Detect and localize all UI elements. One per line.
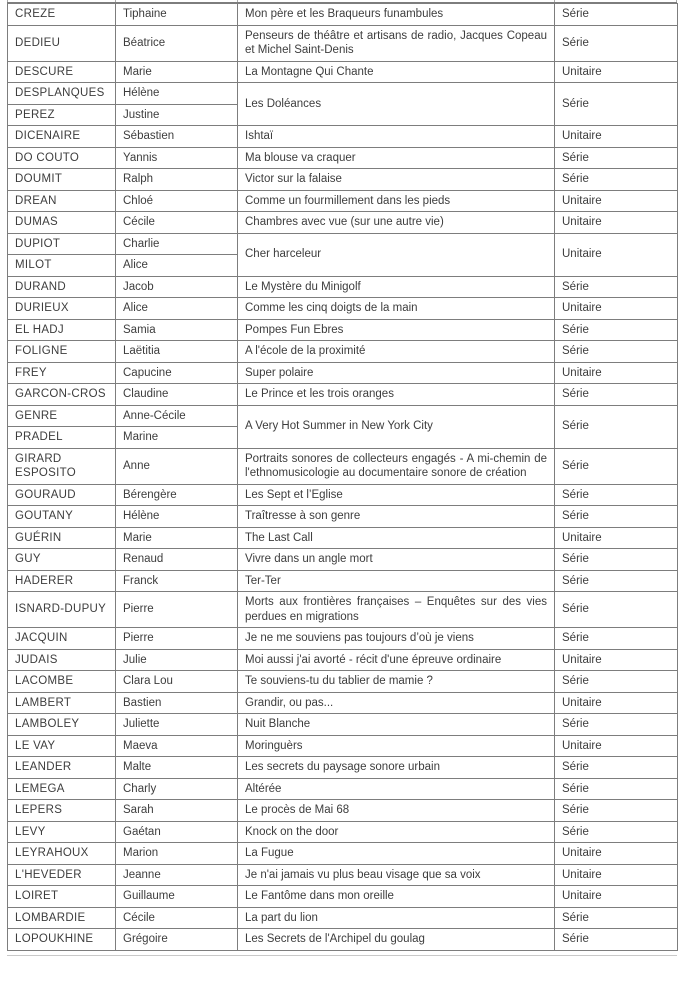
- type-cell: Série: [555, 319, 678, 341]
- last-name-cell: LOPOUKHINE: [8, 929, 116, 951]
- first-name-cell: Ralph: [116, 169, 238, 191]
- table-row: [8, 298, 678, 320]
- last-name-cell: HADERER: [8, 570, 116, 592]
- first-name-cell: Tiphaine: [116, 4, 238, 26]
- type-cell: Unitaire: [555, 61, 678, 83]
- title-cell: Grandir, ou pas...: [238, 692, 555, 714]
- last-name-cell: DESCURE: [8, 61, 116, 83]
- first-name-cell: Guillaume: [116, 886, 238, 908]
- last-name-cell: DO COUTO: [8, 147, 116, 169]
- table-row: [8, 821, 678, 843]
- first-name-cell: Bérengère: [116, 484, 238, 506]
- type-cell: Série: [555, 276, 678, 298]
- title-cell: Comme les cinq doigts de la main: [238, 298, 555, 320]
- first-name-cell: Sébastien: [116, 126, 238, 148]
- first-name-cell: Charly: [116, 778, 238, 800]
- type-cell: Unitaire: [555, 126, 678, 148]
- table-row: [8, 778, 678, 800]
- first-name-cell: Juliette: [116, 714, 238, 736]
- last-name-cell: GUÉRIN: [8, 527, 116, 549]
- last-name-cell: GOUTANY: [8, 506, 116, 528]
- first-name-cell: Renaud: [116, 549, 238, 571]
- last-name-cell: MILOT: [8, 255, 116, 277]
- last-name-cell: GOURAUD: [8, 484, 116, 506]
- table-row: [8, 190, 678, 212]
- table-row: [8, 319, 678, 341]
- type-cell: Série: [555, 448, 678, 484]
- type-cell: Série: [555, 169, 678, 191]
- title-cell: Les Doléances: [238, 83, 555, 126]
- first-name-cell: Hélène: [116, 83, 238, 105]
- table-row: [8, 384, 678, 406]
- last-name-cell: ISNARD-DUPUY: [8, 592, 116, 628]
- table-row: [8, 405, 678, 427]
- title-cell: Moi aussi j'ai avorté - récit d'une épreuve ordinaire: [238, 649, 555, 671]
- type-cell: Unitaire: [555, 843, 678, 865]
- last-name-cell: LOMBARDIE: [8, 907, 116, 929]
- first-name-cell: Marine: [116, 427, 238, 449]
- table-row: [8, 527, 678, 549]
- type-cell: Série: [555, 484, 678, 506]
- title-cell: Penseurs de théâtre et artisans de radio, Jacques Copeau et Michel Saint-Denis: [238, 25, 555, 61]
- last-name-cell: LAMBOLEY: [8, 714, 116, 736]
- table-partial-row-bottom: [7, 955, 677, 956]
- table-row: [8, 362, 678, 384]
- title-cell: Comme un fourmillement dans les pieds: [238, 190, 555, 212]
- last-name-cell: LEYRAHOUX: [8, 843, 116, 865]
- table-row: [8, 61, 678, 83]
- title-cell: Les secrets du paysage sonore urbain: [238, 757, 555, 779]
- first-name-cell: Charlie: [116, 233, 238, 255]
- type-cell: Série: [555, 714, 678, 736]
- title-cell: Les Secrets de l'Archipel du goulag: [238, 929, 555, 951]
- table-row: [8, 276, 678, 298]
- last-name-cell: GENRE: [8, 405, 116, 427]
- table-row: [8, 448, 678, 484]
- title-cell: Ter-Ter: [238, 570, 555, 592]
- first-name-cell: Anne: [116, 448, 238, 484]
- title-cell: Moringuèrs: [238, 735, 555, 757]
- title-cell: Cher harceleur: [238, 233, 555, 276]
- programs-table-body: [8, 4, 678, 951]
- table-row: [8, 83, 678, 105]
- table-row: [8, 886, 678, 908]
- type-cell: Série: [555, 821, 678, 843]
- first-name-cell: Marion: [116, 843, 238, 865]
- last-name-cell: FREY: [8, 362, 116, 384]
- table-row: [8, 671, 678, 693]
- type-cell: Unitaire: [555, 527, 678, 549]
- title-cell: Ma blouse va craquer: [238, 147, 555, 169]
- first-name-cell: Franck: [116, 570, 238, 592]
- table-row: [8, 628, 678, 650]
- first-name-cell: Sarah: [116, 800, 238, 822]
- title-cell: Pompes Fun Ebres: [238, 319, 555, 341]
- partial-cell-last-name: [7, 0, 115, 2]
- last-name-cell: GUY: [8, 549, 116, 571]
- table-row: [8, 907, 678, 929]
- type-cell: Unitaire: [555, 212, 678, 234]
- title-cell: A l'école de la proximité: [238, 341, 555, 363]
- title-cell: Super polaire: [238, 362, 555, 384]
- last-name-cell: L'HEVEDER: [8, 864, 116, 886]
- title-cell: Chambres avec vue (sur une autre vie): [238, 212, 555, 234]
- first-name-cell: Marie: [116, 527, 238, 549]
- type-cell: Série: [555, 341, 678, 363]
- title-cell: La Fugue: [238, 843, 555, 865]
- table-row: [8, 592, 678, 628]
- last-name-cell: LE VAY: [8, 735, 116, 757]
- table-row: [8, 341, 678, 363]
- partial-cell-title: [237, 0, 554, 2]
- title-cell: Mon père et les Braqueurs funambules: [238, 4, 555, 26]
- first-name-cell: Marie: [116, 61, 238, 83]
- last-name-cell: LAMBERT: [8, 692, 116, 714]
- title-cell: Le procès de Mai 68: [238, 800, 555, 822]
- first-name-cell: Alice: [116, 298, 238, 320]
- table-row: [8, 233, 678, 255]
- type-cell: Série: [555, 778, 678, 800]
- first-name-cell: Jeanne: [116, 864, 238, 886]
- type-cell: Série: [555, 4, 678, 26]
- type-cell: Série: [555, 25, 678, 61]
- type-cell: Unitaire: [555, 649, 678, 671]
- first-name-cell: Pierre: [116, 628, 238, 650]
- first-name-cell: Laëtitia: [116, 341, 238, 363]
- last-name-cell: EL HADJ: [8, 319, 116, 341]
- first-name-cell: Hélène: [116, 506, 238, 528]
- last-name-cell: DURAND: [8, 276, 116, 298]
- type-cell: Unitaire: [555, 864, 678, 886]
- table-row: [8, 4, 678, 26]
- table-row: [8, 126, 678, 148]
- type-cell: Série: [555, 671, 678, 693]
- first-name-cell: Justine: [116, 104, 238, 126]
- last-name-cell: GIRARD ESPOSITO: [8, 448, 116, 484]
- table-row: [8, 147, 678, 169]
- first-name-cell: Malte: [116, 757, 238, 779]
- table-row: [8, 800, 678, 822]
- type-cell: Série: [555, 929, 678, 951]
- last-name-cell: LEVY: [8, 821, 116, 843]
- table-row: [8, 570, 678, 592]
- last-name-cell: DUMAS: [8, 212, 116, 234]
- first-name-cell: Pierre: [116, 592, 238, 628]
- title-cell: Traîtresse à son genre: [238, 506, 555, 528]
- first-name-cell: Jacob: [116, 276, 238, 298]
- first-name-cell: Grégoire: [116, 929, 238, 951]
- table-row: [8, 757, 678, 779]
- first-name-cell: Gaétan: [116, 821, 238, 843]
- first-name-cell: Béatrice: [116, 25, 238, 61]
- title-cell: Le Mystère du Minigolf: [238, 276, 555, 298]
- type-cell: Série: [555, 384, 678, 406]
- table-row: [8, 929, 678, 951]
- title-cell: La Montagne Qui Chante: [238, 61, 555, 83]
- table-row: [8, 692, 678, 714]
- type-cell: Série: [555, 570, 678, 592]
- type-cell: Série: [555, 506, 678, 528]
- first-name-cell: Samia: [116, 319, 238, 341]
- first-name-cell: Cécile: [116, 212, 238, 234]
- type-cell: Série: [555, 405, 678, 448]
- table-row: [8, 25, 678, 61]
- type-cell: Série: [555, 907, 678, 929]
- type-cell: Unitaire: [555, 298, 678, 320]
- title-cell: Les Sept et l’Eglise: [238, 484, 555, 506]
- first-name-cell: Maeva: [116, 735, 238, 757]
- title-cell: Le Fantôme dans mon oreille: [238, 886, 555, 908]
- type-cell: Unitaire: [555, 190, 678, 212]
- table-row: [8, 506, 678, 528]
- type-cell: Unitaire: [555, 735, 678, 757]
- title-cell: Portraits sonores de collecteurs engagés - A mi-chemin de l'ethnomusicologie au documentaire sonore de création: [238, 448, 555, 484]
- last-name-cell: DUPIOT: [8, 233, 116, 255]
- title-cell: A Very Hot Summer in New York City: [238, 405, 555, 448]
- first-name-cell: Julie: [116, 649, 238, 671]
- table-row: [8, 843, 678, 865]
- partial-cell-type: [554, 0, 677, 2]
- table-row: [8, 484, 678, 506]
- title-cell: The Last Call: [238, 527, 555, 549]
- type-cell: Unitaire: [555, 692, 678, 714]
- table-row: [8, 735, 678, 757]
- title-cell: La part du lion: [238, 907, 555, 929]
- title-cell: Altérée: [238, 778, 555, 800]
- type-cell: Série: [555, 757, 678, 779]
- last-name-cell: LEMEGA: [8, 778, 116, 800]
- type-cell: Unitaire: [555, 233, 678, 276]
- last-name-cell: LEANDER: [8, 757, 116, 779]
- type-cell: Série: [555, 83, 678, 126]
- first-name-cell: Clara Lou: [116, 671, 238, 693]
- type-cell: Série: [555, 549, 678, 571]
- type-cell: Série: [555, 592, 678, 628]
- table-row: [8, 549, 678, 571]
- first-name-cell: Anne-Cécile: [116, 405, 238, 427]
- first-name-cell: Claudine: [116, 384, 238, 406]
- title-cell: Victor sur la falaise: [238, 169, 555, 191]
- type-cell: Unitaire: [555, 886, 678, 908]
- title-cell: Vivre dans un angle mort: [238, 549, 555, 571]
- first-name-cell: Bastien: [116, 692, 238, 714]
- last-name-cell: DEDIEU: [8, 25, 116, 61]
- last-name-cell: JUDAIS: [8, 649, 116, 671]
- last-name-cell: GARCON-CROS: [8, 384, 116, 406]
- last-name-cell: DOUMIT: [8, 169, 116, 191]
- first-name-cell: Chloé: [116, 190, 238, 212]
- last-name-cell: DESPLANQUES: [8, 83, 116, 105]
- last-name-cell: DREAN: [8, 190, 116, 212]
- first-name-cell: Cécile: [116, 907, 238, 929]
- table-row: [8, 169, 678, 191]
- title-cell: Te souviens-tu du tablier de mamie ?: [238, 671, 555, 693]
- first-name-cell: Alice: [116, 255, 238, 277]
- table-row: [8, 864, 678, 886]
- type-cell: Série: [555, 800, 678, 822]
- last-name-cell: CREZE: [8, 4, 116, 26]
- last-name-cell: LACOMBE: [8, 671, 116, 693]
- title-cell: Nuit Blanche: [238, 714, 555, 736]
- type-cell: Unitaire: [555, 362, 678, 384]
- type-cell: Série: [555, 628, 678, 650]
- table-row: [8, 649, 678, 671]
- title-cell: Knock on the door: [238, 821, 555, 843]
- title-cell: Morts aux frontières françaises – Enquêtes sur des vies perdues en migrations: [238, 592, 555, 628]
- last-name-cell: JACQUIN: [8, 628, 116, 650]
- programs-table: [7, 3, 678, 951]
- partial-cell-first-name: [115, 0, 237, 2]
- table-row: [8, 714, 678, 736]
- title-cell: Ishtaï: [238, 126, 555, 148]
- table-row: [8, 212, 678, 234]
- title-cell: Je ne me souviens pas toujours d’où je viens: [238, 628, 555, 650]
- last-name-cell: LOIRET: [8, 886, 116, 908]
- last-name-cell: DICENAIRE: [8, 126, 116, 148]
- last-name-cell: PEREZ: [8, 104, 116, 126]
- title-cell: Je n'ai jamais vu plus beau visage que sa voix: [238, 864, 555, 886]
- last-name-cell: FOLIGNE: [8, 341, 116, 363]
- type-cell: Série: [555, 147, 678, 169]
- first-name-cell: Capucine: [116, 362, 238, 384]
- last-name-cell: PRADEL: [8, 427, 116, 449]
- last-name-cell: LEPERS: [8, 800, 116, 822]
- title-cell: Le Prince et les trois oranges: [238, 384, 555, 406]
- first-name-cell: Yannis: [116, 147, 238, 169]
- last-name-cell: DURIEUX: [8, 298, 116, 320]
